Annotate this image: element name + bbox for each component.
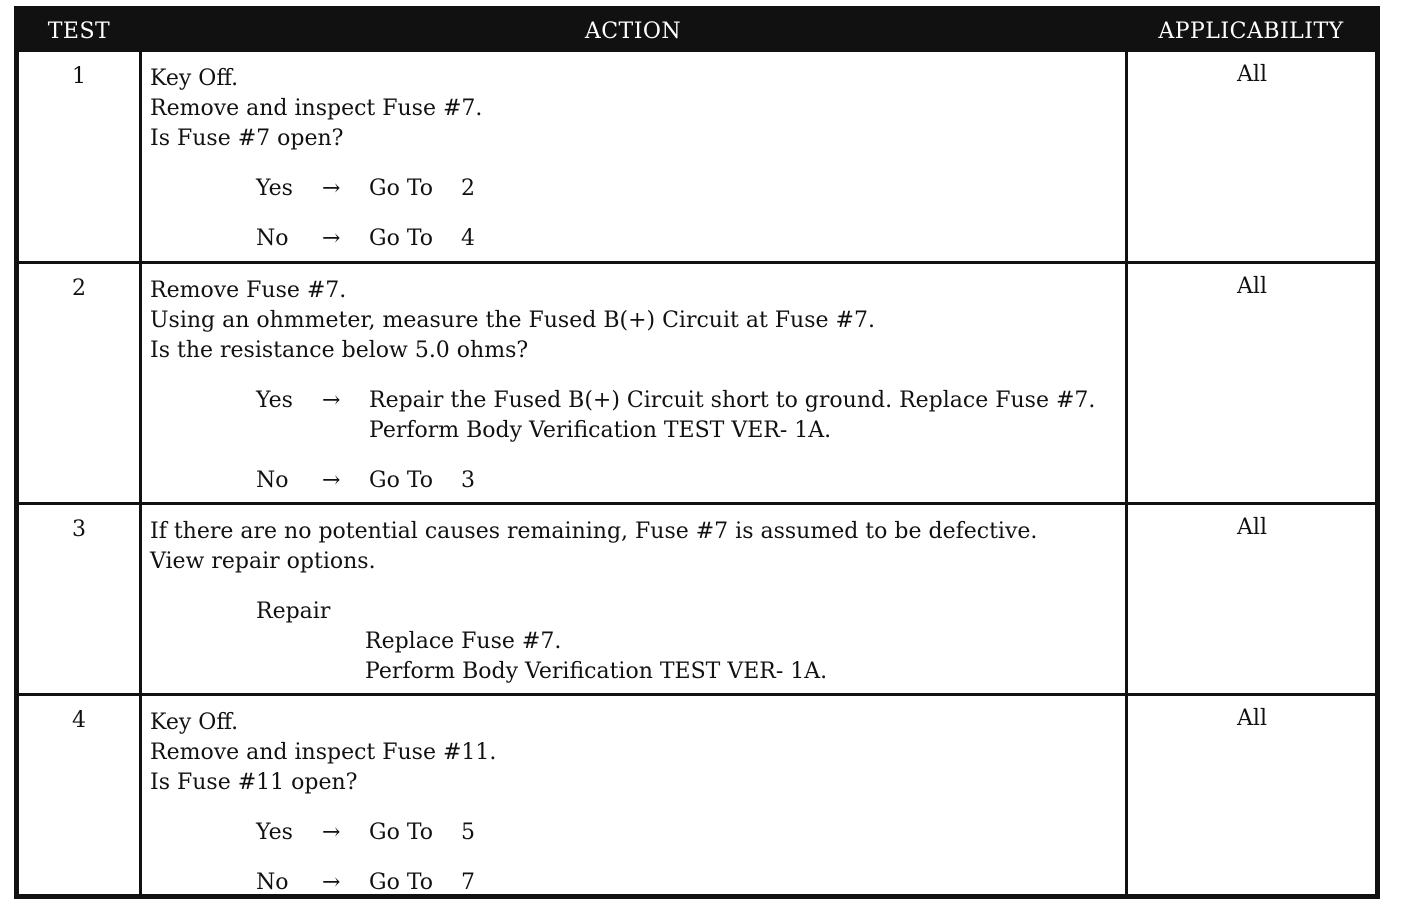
action-cell (150, 276, 1125, 496)
table-row-test-4 (19, 693, 1375, 894)
column-divider (1125, 264, 1128, 502)
header-action: ACTION (584, 19, 682, 44)
verification-instruction: Perform Body Verification TEST VER- 1A. (369, 418, 832, 443)
action-step: Key Off. (150, 66, 239, 91)
action-step: If there are no potential causes remaining, Fuse #7 is assumed to be defective. (150, 519, 1038, 544)
arrow-right-icon: → (322, 820, 341, 845)
repair-label: Repair (256, 599, 331, 624)
action-cell (150, 64, 1125, 254)
table-row-test-2 (19, 261, 1375, 502)
action-step: Key Off. (150, 710, 239, 735)
action-question: Is the resistance below 5.0 ohms? (150, 338, 529, 363)
action-step: View repair options. (150, 549, 376, 574)
column-divider (139, 505, 142, 693)
diagnostic-test-table (14, 6, 1380, 899)
goto-label: Go To (369, 870, 434, 895)
action-step: Remove and inspect Fuse #11. (150, 740, 497, 765)
arrow-right-icon: → (322, 870, 341, 895)
arrow-right-icon: → (322, 226, 341, 251)
test-number: 4 (72, 708, 86, 733)
column-divider (1125, 505, 1128, 693)
header-applicability: APPLICABILITY (1158, 19, 1344, 44)
no-option (150, 466, 1125, 496)
yes-option (150, 386, 1125, 416)
goto-label: Go To (369, 226, 434, 251)
table-header (19, 11, 1375, 52)
applicability-value: All (1237, 515, 1267, 540)
column-divider (139, 264, 142, 502)
action-cell (150, 517, 1125, 687)
table-row-test-3 (19, 502, 1375, 693)
goto-test-link[interactable]: 7 (461, 870, 475, 895)
column-divider (139, 696, 142, 894)
yes-option-continued (150, 416, 1125, 446)
no-label: No (256, 226, 289, 251)
test-number: 2 (72, 276, 86, 301)
yes-label: Yes (256, 176, 293, 201)
action-question: Is Fuse #11 open? (150, 770, 358, 795)
applicability-value: All (1237, 706, 1267, 731)
repair-instruction: Replace Fuse #7. (365, 629, 562, 654)
column-divider (139, 52, 142, 261)
no-label: No (256, 870, 289, 895)
column-divider (1125, 52, 1128, 261)
test-number: 3 (72, 517, 86, 542)
action-step: Using an ohmmeter, measure the Fused B(+) Circuit at Fuse #7. (150, 308, 875, 333)
action-question: Is Fuse #7 open? (150, 126, 344, 151)
arrow-right-icon: → (322, 176, 341, 201)
yes-label: Yes (256, 820, 293, 845)
goto-test-link[interactable]: 3 (461, 468, 475, 493)
action-step: Remove Fuse #7. (150, 278, 347, 303)
yes-label: Yes (256, 388, 293, 413)
no-label: No (256, 468, 289, 493)
no-option (150, 868, 1125, 898)
repair-instruction: Repair the Fused B(+) Circuit short to ground. Replace Fuse #7. (369, 388, 1096, 413)
no-option (150, 224, 1125, 254)
yes-option (150, 174, 1125, 204)
arrow-right-icon: → (322, 388, 341, 413)
goto-test-link[interactable]: 4 (461, 226, 475, 251)
action-cell (150, 708, 1125, 898)
goto-label: Go To (369, 468, 434, 493)
goto-label: Go To (369, 820, 434, 845)
header-test: TEST (47, 19, 111, 44)
goto-label: Go To (369, 176, 434, 201)
goto-test-link[interactable]: 2 (461, 176, 475, 201)
arrow-right-icon: → (322, 468, 341, 493)
test-number: 1 (72, 64, 86, 89)
verification-instruction: Perform Body Verification TEST VER- 1A. (365, 659, 828, 684)
applicability-value: All (1237, 62, 1267, 87)
goto-test-link[interactable]: 5 (461, 820, 475, 845)
table-row-test-1 (19, 52, 1375, 261)
applicability-value: All (1237, 274, 1267, 299)
column-divider (1125, 696, 1128, 894)
yes-option (150, 818, 1125, 848)
action-step: Remove and inspect Fuse #7. (150, 96, 483, 121)
